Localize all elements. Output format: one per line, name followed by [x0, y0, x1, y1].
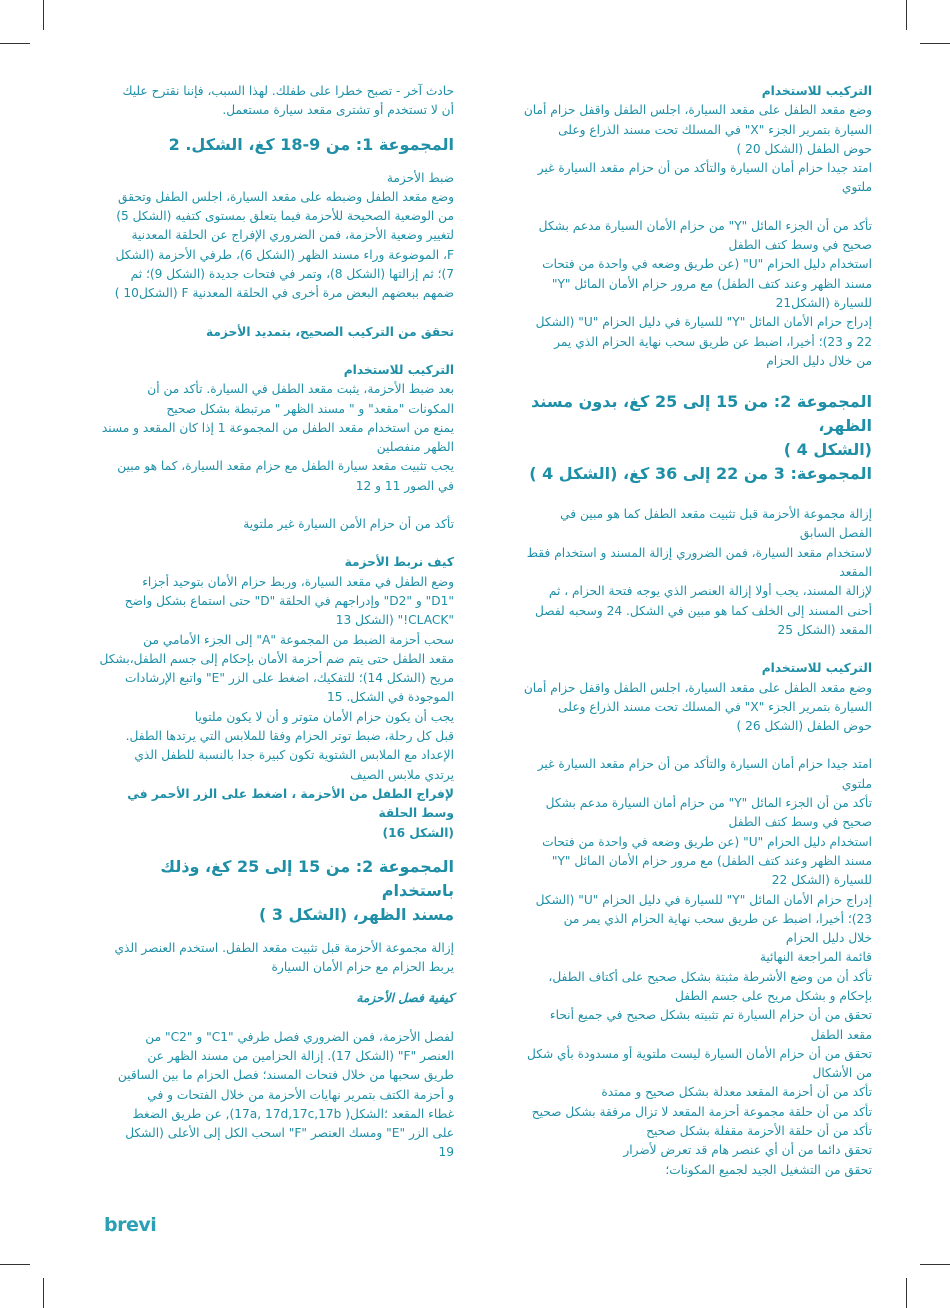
text-line: العنصر "F" (الشكل 17). إزالة الحزامين من مسند الظهر عن: [147, 1048, 454, 1063]
text-line: الإعداد مع الملابس الشتوية تكون كبيرة جدا بالنسبة للطفل الذي: [134, 748, 454, 763]
crop-mark: [906, 0, 907, 30]
text-line: حادث آخر - تصبح خطرا على طفلك. لهذا السبب، فإننا نقترح عليك: [122, 84, 454, 98]
text-line: بإحكام و بشكل مريح على جسم الطفل: [675, 988, 872, 1003]
text-block: [512, 679, 872, 737]
text-line: ضبط الأحزمة: [386, 170, 454, 185]
text-line: 22 و 23)؛ أخيرا، اضبط عن طريق سحب نهاية الحزام الذي يمر: [554, 334, 872, 349]
text-line: مسند الظهر وعند كتف الطفل) مع مرور حزام الأمان المائل "Y": [551, 276, 872, 291]
group-heading: (الشكل 4 ): [783, 440, 872, 460]
text-line: الموجودة في الشكل. 15: [326, 690, 454, 705]
crop-mark: [0, 1264, 30, 1265]
text-line: وضع مقعد الطفل على مقعد السيارة، اجلس الطفل واقفل حزام أمان: [523, 103, 872, 118]
text-block: [92, 1028, 454, 1163]
text-line: إزالة مجموعة الأحزمة قبل تثبيت مقعد الطفل كما هو مبين في: [560, 507, 872, 522]
text-line: مقعد الطفل حتى يتم ضم أحزمة الأمان بإحكام إلى جسم الطفل،بشكل: [99, 651, 454, 666]
text-line: تحقق من أن حزام السيارة تم تثبيته بشكل صحيح في جميع أنحاء: [549, 1008, 872, 1023]
text-line: استخدام دليل الحزام "U" (عن طريق وضعه في واحدة من فتحات: [542, 257, 872, 272]
text-line: قائمة المراجعة النهائية: [759, 950, 872, 965]
left-column: [92, 82, 454, 1163]
text-line: لاستخدام مقعد السيارة، فمن الضروري إزالة المسند و استخدام فقط: [526, 545, 872, 560]
text-line: ملتوي: [841, 776, 872, 791]
text-line: حوض الطفل (الشكل 26 ): [736, 719, 872, 734]
text-line: من الأشكال: [812, 1066, 872, 1081]
text-block: [512, 755, 872, 1180]
text-line: "CLACK!" (الشكل 13: [335, 613, 454, 628]
text-line: المقعد: [839, 565, 872, 580]
text-line: لإزالة المسند، يجب أولا إزالة العنصر الذي يوجه فتحة الحزام ، ثم: [548, 584, 872, 599]
group-heading: مسند الظهر، (الشكل 3 ): [258, 904, 454, 924]
text-line: الفصل السابق: [799, 526, 872, 541]
text-line: استخدام دليل الحزام "U" (عن طريق وضعه في واحدة من فتحات: [542, 834, 872, 849]
text-line: إدراج حزام الأمان المائل "Y" للسيارة في دليل الحزام "U" (الشكل: [535, 315, 872, 330]
text-line: يربط الحزام مع حزام الأمان السيارة: [271, 960, 454, 975]
brevi-logo: brevi: [104, 1214, 157, 1236]
crop-mark: [43, 0, 44, 30]
crop-mark: [43, 1278, 44, 1308]
text-line: على الزر "E" ومسك العنصر "F" اسحب الكل إلى الأعلى (الشكل: [125, 1126, 454, 1141]
text-line: صحيح في وسط كتف الطفل: [728, 238, 872, 253]
text-line: السيارة بتمرير الجزء "X" في المسلك تحت مسند الذراع وعلى: [558, 122, 872, 137]
text-block: [512, 101, 872, 197]
text-line: الظهر منفصلين: [376, 440, 454, 455]
text-line: السيارة بتمرير الجزء "X" في المسلك تحت مسند الذراع وعلى: [558, 699, 872, 714]
text-block: [92, 785, 454, 843]
section-title: التركيب للاستخدام: [761, 661, 872, 676]
text-line: مسند الظهر وعند كتف الطفل) مع مرور حزام الأمان المائل "Y": [551, 853, 872, 868]
text-line: صحيح في وسط كتف الطفل: [728, 815, 872, 830]
crop-mark: [0, 43, 30, 44]
text-line: قبل كل رحلة، ضبط توتر الحزام وفقا للملابس التي يرتدها الطفل.: [125, 729, 454, 744]
text-line: تحقق دائما من أن أي عنصر هام قد تعرض لأضرار: [623, 1143, 872, 1158]
crop-mark: [906, 1278, 907, 1308]
text-line: "D1" و "D2" وإدراجهم في الحلقة "D" حتى استماع بشكل واضح: [124, 593, 454, 608]
text-line: تأكد من أن أحزمة المقعد معدلة بشكل صحيح و ممتدة: [601, 1085, 872, 1100]
text-line: يجب تثبيت مقعد سيارة الطفل مع حزام مقعد السيارة، كما هو مبين: [117, 459, 454, 474]
text-line: تأكد أن من وضع الأشرطة مثبتة بشكل صحيح على أكتاف الطفل،: [548, 969, 872, 984]
section-title: كيفية فصل الأحزمة: [356, 991, 454, 1006]
text-block: [92, 82, 454, 121]
text-line: وضع مقعد الطفل على مقعد السيارة، اجلس الطفل واقفل حزام أمان: [523, 680, 872, 695]
text-line: للسيارة (الشكل 22: [771, 873, 872, 888]
section-title: كيف نربط الأحزمة: [344, 555, 454, 570]
group-heading: المجموعة 2: من 15 إلى 25 كغ، وذلك باستخدام: [160, 856, 454, 900]
text-line: 23)؛ أخيرا، اضبط عن طريق سحب نهاية الحزام الذي يمر من: [563, 911, 872, 926]
text-block: [92, 380, 454, 496]
group-heading: المجموعة 1: من 9-18 كغ، الشكل. 2: [168, 134, 454, 154]
text-line: امتد جيدا حزام أمان السيارة والتأكد من أن حزام مقعد السيارة غير: [537, 161, 872, 176]
right-column: [512, 82, 872, 1180]
text-line: يرتدي ملابس الصيف: [350, 767, 454, 782]
text-line: امتد جيدا حزام أمان السيارة والتأكد من أن حزام مقعد السيارة غير: [537, 757, 872, 772]
text-line: 7)؛ ثم إزالتها (الشكل 8)، وتمر في فتحات جديدة (الشكل 9)؛ ثم: [130, 267, 454, 282]
text-line: تحقق من التشغيل الجيد لجميع المكونات؛: [665, 1162, 872, 1177]
text-line: لإفراج الطفل من الأحزمة ، اضغط على الزر الأحمر في وسط الحلقة: [127, 786, 454, 821]
text-line: المكونات "مقعد" و " مسند الظهر " مرتبطة بشكل صحيح: [166, 401, 454, 416]
text-line: تأكد من أن حزام الأمن السيارة غير ملتوية: [243, 517, 454, 532]
text-line: المقعد (الشكل 25: [777, 622, 872, 637]
text-line: و أحزمة الكتف بتمرير نهايات الأحزمة من خلال الفتحات و في: [147, 1087, 454, 1102]
text-line: يمنع من استخدام مقعد الطفل من المجموعة 1 إذا كان المقعد و مسند: [101, 420, 454, 435]
text-line: لفصل الأحزمة، فمن الضروري فصل طرفي "C1" و "C2" من: [145, 1029, 454, 1044]
text-line: F، الموضوعة وراء مسند الظهر (الشكل 6)، طرفي الأحزمة (الشكل: [115, 247, 454, 262]
text-line: تحقق من أن حزام الأمان السيارة ليست ملتوية أو مسدودة بأي شكل: [527, 1046, 872, 1061]
text-line: أن لا تستخدم أو تشترى مقعد سيارة مستعمل.: [222, 103, 454, 118]
text-line: تأكد من أن الجزء المائل "Y" من حزام أمان السيارة مدعم بشكل: [545, 796, 872, 811]
section-title: التركيب للاستخدام: [343, 362, 454, 377]
text-line: طريق سحبها من خلال فتحات المسند؛ فصل الحزام ما بين الساقين: [117, 1068, 454, 1083]
text-line: خلال دليل الحزام: [785, 931, 872, 946]
text-line: (الشكل 16): [382, 825, 454, 840]
text-line: سحب أحزمة الضبط من المجموعة "A" إلى الجزء الأمامي من: [143, 632, 454, 647]
text-line: في الصور 11 و 12: [355, 478, 454, 493]
text-line: 19: [438, 1145, 454, 1160]
text-line: لتغيير وضعية الأحزمة، فمن الضروري الإفراج عن الحلقة المعدنية: [131, 228, 454, 243]
text-line: للسيارة (الشكل21: [775, 295, 872, 310]
text-line: إزالة مجموعة الأحزمة قبل تثبيت مقعد الطفل. استخدم العنصر الذي: [114, 940, 454, 955]
text-block: [92, 573, 454, 785]
text-line: تأكد من أن حلقة الأحزمة مقفلة بشكل صحيح: [646, 1124, 872, 1139]
text-line: وضع مقعد الطفل وضبطه على مقعد السيارة، اجلس الطفل وتحقق: [118, 189, 454, 204]
section-title: التركيب للاستخدام: [761, 84, 872, 98]
text-line: ضمهم ببعضهم البعض مرة أخرى في الحلقة المعدنية F (الشكل10 ): [114, 286, 454, 301]
text-line: غطاء المقعد ؛الشكل( 17a, 17d,17c,17b), عن طريق الضغط: [132, 1106, 454, 1121]
text-block: [512, 505, 872, 640]
crop-mark: [920, 43, 950, 44]
group-heading: المجموعة: 3 من 22 إلى 36 كغ، (الشكل 4 ): [529, 464, 872, 484]
text-block: [92, 939, 454, 978]
text-line: ملتوي: [841, 180, 872, 195]
crop-mark: [920, 1264, 950, 1265]
section-title: تحقق من التركيب الصحيح، بتمديد الأحزمة: [206, 324, 454, 339]
text-line: أحنى المسند إلى الخلف كما هو مبين في الشكل. 24 وسحبه لفصل: [535, 603, 872, 618]
text-block: [512, 217, 872, 371]
text-block: [92, 169, 454, 304]
text-line: يجب أن يكون حزام الأمان متوتر و أن لا يكون ملتويا: [194, 709, 454, 724]
text-line: وضع الطفل في مقعد السيارة، وربط حزام الأمان بتوحيد أجزاء: [142, 574, 454, 589]
text-line: تأكد من أن حلقة مجموعة أحزمة المقعد لا تزال مرفقة بشكل صحيح: [531, 1104, 872, 1119]
text-line: مريح (الشكل 14)؛ للتفكيك، اضغط على الزر "E" واتبع الإرشادات: [125, 671, 454, 686]
text-line: تأكد من أن الجزء المائل "Y" من حزام الأمان السيارة مدعم بشكل: [538, 218, 872, 233]
text-line: حوض الطفل (الشكل 20 ): [736, 141, 872, 156]
text-line: من الوضعية الصحيحة للأحزمة فيما يتعلق بمستوى كتفيه (الشكل 5): [116, 209, 454, 224]
text-line: مقعد الطفل: [810, 1027, 872, 1042]
text-line: من خلال دليل الحزام: [766, 353, 872, 368]
group-heading: المجموعة 2: من 15 إلى 25 كغ، بدون مسند الظهر،: [531, 392, 872, 436]
text-line: إدراج حزام الأمان المائل "Y" للسيارة في دليل الحزام "U" (الشكل: [535, 892, 872, 907]
text-line: بعد ضبط الأحزمة، يثبت مقعد الطفل في السيارة. تأكد من أن: [147, 382, 454, 397]
